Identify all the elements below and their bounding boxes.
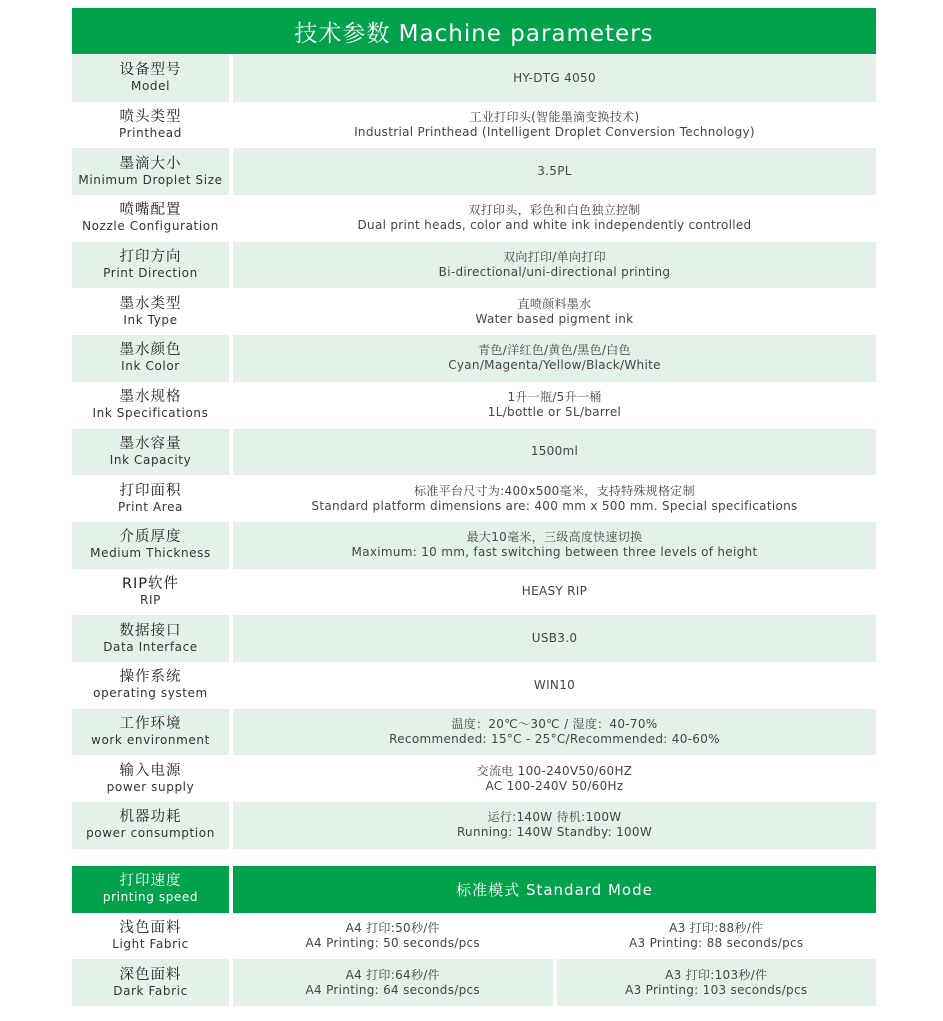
value-line: A3 Printing: 88 seconds/pcs bbox=[629, 936, 804, 951]
table-row bbox=[72, 802, 876, 849]
param-label bbox=[72, 522, 229, 569]
label-zh: 设备型号 bbox=[119, 62, 182, 79]
table-row bbox=[72, 755, 876, 802]
label-zh: 深色面料 bbox=[119, 966, 182, 983]
param-label bbox=[72, 662, 229, 709]
param-value bbox=[233, 382, 876, 429]
value-line: 3.5PL bbox=[537, 164, 572, 179]
speed-values bbox=[233, 913, 876, 960]
table-row bbox=[72, 242, 876, 289]
label-en: Medium Thickness bbox=[90, 546, 211, 561]
a3-speed bbox=[557, 959, 877, 1006]
value-line: WIN10 bbox=[533, 677, 576, 692]
param-value bbox=[233, 288, 876, 335]
label-zh: 输入电源 bbox=[119, 762, 182, 779]
value-line: Running: 140W Standby: 100W bbox=[456, 825, 653, 840]
param-label bbox=[72, 195, 229, 242]
label-zh: 喷嘴配置 bbox=[119, 202, 182, 219]
table-row bbox=[72, 475, 876, 522]
label-zh: 介质厚度 bbox=[119, 529, 182, 546]
label-en: Ink Specifications bbox=[92, 406, 209, 421]
param-value bbox=[233, 569, 876, 616]
fabric-label bbox=[72, 959, 229, 1006]
param-label bbox=[72, 382, 229, 429]
value-line: 运行:140W 待机:100W bbox=[487, 810, 622, 825]
label-en: Printhead bbox=[119, 126, 182, 141]
param-label bbox=[72, 709, 229, 756]
param-label bbox=[72, 102, 229, 149]
label-zh: 操作系统 bbox=[119, 669, 182, 686]
param-value bbox=[233, 522, 876, 569]
table-row bbox=[72, 709, 876, 756]
speed-header-row bbox=[72, 866, 876, 913]
label-zh: 机器功耗 bbox=[119, 809, 182, 826]
param-label bbox=[72, 475, 229, 522]
label-en: Ink Color bbox=[121, 359, 180, 374]
value-line: A3 Printing: 103 seconds/pcs bbox=[625, 982, 808, 997]
value-line: Cyan/Magenta/Yellow/Black/White bbox=[448, 358, 661, 373]
param-value bbox=[233, 615, 876, 662]
label-en: Print Direction bbox=[103, 266, 198, 281]
table-row bbox=[72, 959, 876, 1006]
label-en: power consumption bbox=[86, 826, 215, 841]
param-label bbox=[72, 755, 229, 802]
label-en: printing speed bbox=[102, 890, 199, 905]
label-en: Dark Fabric bbox=[113, 983, 188, 998]
value-line: HEASY RIP bbox=[521, 584, 588, 599]
value-line: 直喷颜料墨水 bbox=[517, 296, 592, 311]
value-line: 1L/bottle or 5L/barrel bbox=[487, 405, 622, 420]
label-zh: 墨水颜色 bbox=[119, 342, 182, 359]
table-row bbox=[72, 522, 876, 569]
table-row bbox=[72, 148, 876, 195]
label-zh: 数据接口 bbox=[119, 622, 182, 639]
param-value bbox=[233, 335, 876, 382]
label-zh: 喷头类型 bbox=[119, 109, 182, 126]
param-label bbox=[72, 429, 229, 476]
label-zh: 打印面积 bbox=[119, 482, 182, 499]
page-title: 技术参数 Machine parameters bbox=[72, 8, 876, 54]
value-line: Maximum: 10 mm, fast switching between three levels of height bbox=[351, 545, 758, 560]
param-value bbox=[233, 195, 876, 242]
value-line: HY-DTG 4050 bbox=[513, 70, 596, 85]
table-row bbox=[72, 569, 876, 616]
param-label bbox=[72, 569, 229, 616]
value-line: 工业打印头(智能墨滴变换技术) bbox=[469, 110, 640, 125]
label-zh: 工作环境 bbox=[119, 715, 182, 732]
table-row bbox=[72, 615, 876, 662]
table-row bbox=[72, 55, 876, 102]
a4-speed bbox=[233, 913, 553, 960]
value-line: A3 打印:88秒/件 bbox=[669, 921, 764, 936]
label-en: Ink Type bbox=[123, 312, 178, 327]
param-value bbox=[233, 148, 876, 195]
label-zh: 墨水容量 bbox=[119, 435, 182, 452]
param-value bbox=[233, 755, 876, 802]
speed-header-label bbox=[72, 866, 229, 913]
table-row bbox=[72, 102, 876, 149]
table-row bbox=[72, 382, 876, 429]
value-line: Bi-directional/uni-directional printing bbox=[438, 265, 671, 280]
parameters-table bbox=[72, 55, 876, 849]
param-value bbox=[233, 102, 876, 149]
label-en: Data Interface bbox=[103, 639, 198, 654]
label-zh: 浅色面料 bbox=[119, 920, 182, 937]
label-zh: RIP软件 bbox=[121, 575, 180, 592]
value-line: A4 打印:50秒/件 bbox=[345, 921, 440, 936]
value-line: Standard platform dimensions are: 400 mm x 500 mm. Special specifications bbox=[311, 498, 798, 513]
value-line: 最大10毫米，三级高度快速切换 bbox=[466, 530, 643, 545]
param-value bbox=[233, 709, 876, 756]
label-en: RIP bbox=[140, 592, 161, 607]
param-label bbox=[72, 242, 229, 289]
param-value bbox=[233, 55, 876, 102]
param-label bbox=[72, 148, 229, 195]
label-en: operating system bbox=[93, 686, 208, 701]
value-line: Dual print heads, color and white ink independently controlled bbox=[357, 218, 752, 233]
table-row bbox=[72, 662, 876, 709]
value-line: A4 Printing: 64 seconds/pcs bbox=[305, 982, 480, 997]
value-line: Water based pigment ink bbox=[475, 311, 634, 326]
table-row bbox=[72, 429, 876, 476]
param-label bbox=[72, 288, 229, 335]
label-zh: 打印方向 bbox=[119, 249, 182, 266]
value-line: 温度：20℃～30℃ / 湿度：40-70% bbox=[451, 716, 658, 731]
label-en: Nozzle Configuration bbox=[82, 219, 219, 234]
value-line: 双打印头，彩色和白色独立控制 bbox=[468, 203, 641, 218]
param-value bbox=[233, 475, 876, 522]
value-line: USB3.0 bbox=[531, 631, 578, 646]
a4-speed bbox=[233, 959, 553, 1006]
value-line: 1升一瓶/5升一桶 bbox=[507, 390, 602, 405]
value-line: 1500ml bbox=[530, 444, 579, 459]
value-line: AC 100-240V 50/60Hz bbox=[485, 778, 624, 793]
label-en: Minimum Droplet Size bbox=[78, 172, 223, 187]
value-line: A3 打印:103秒/件 bbox=[665, 967, 768, 982]
label-en: Model bbox=[130, 79, 171, 94]
param-label bbox=[72, 55, 229, 102]
param-label bbox=[72, 335, 229, 382]
value-line: 双向打印/单向打印 bbox=[503, 250, 606, 265]
label-zh: 墨滴大小 bbox=[119, 155, 182, 172]
param-value bbox=[233, 802, 876, 849]
value-line: 青色/洋红色/黄色/黑色/白色 bbox=[478, 343, 631, 358]
param-value bbox=[233, 429, 876, 476]
param-value bbox=[233, 242, 876, 289]
label-en: work environment bbox=[91, 732, 210, 747]
printing-speed-table bbox=[72, 866, 876, 1006]
param-label bbox=[72, 802, 229, 849]
label-en: power supply bbox=[106, 779, 195, 794]
speed-values bbox=[233, 959, 876, 1006]
label-en: Light Fabric bbox=[112, 937, 189, 952]
table-row bbox=[72, 335, 876, 382]
label-zh: 墨水规格 bbox=[119, 389, 182, 406]
value-line: A4 打印:64秒/件 bbox=[345, 967, 440, 982]
label-zh: 打印速度 bbox=[119, 873, 182, 890]
value-line: A4 Printing: 50 seconds/pcs bbox=[305, 936, 480, 951]
value-line: 标准平台尺寸为:400x500毫米，支持特殊规格定制 bbox=[414, 483, 695, 498]
fabric-label bbox=[72, 913, 229, 960]
table-row bbox=[72, 913, 876, 960]
table-row bbox=[72, 288, 876, 335]
label-en: Print Area bbox=[117, 499, 184, 514]
param-value bbox=[233, 662, 876, 709]
value-line: Recommended: 15°C - 25°C/Recommended: 40-60% bbox=[389, 731, 720, 746]
value-line: Industrial Printhead (Intelligent Droplet Conversion Technology) bbox=[354, 125, 755, 140]
value-line: 交流电 100-240V50/60HZ bbox=[476, 763, 633, 778]
speed-mode-header: 标准模式 Standard Mode bbox=[233, 866, 876, 913]
table-row bbox=[72, 195, 876, 242]
param-label bbox=[72, 615, 229, 662]
label-zh: 墨水类型 bbox=[119, 295, 182, 312]
label-en: Ink Capacity bbox=[109, 452, 192, 467]
a3-speed bbox=[557, 913, 877, 960]
